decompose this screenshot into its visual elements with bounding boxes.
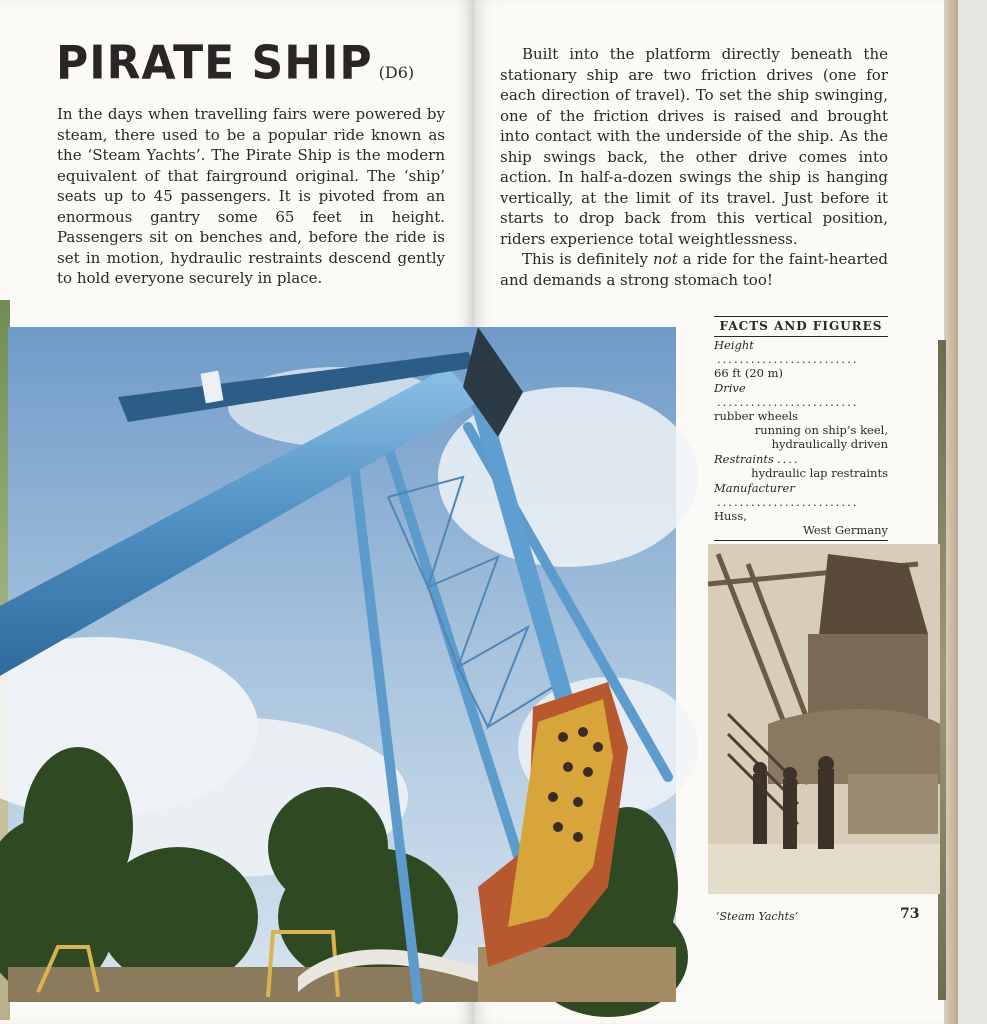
drive-paragraph: Built into the platform directly beneath the stationary ship are two friction drives (one for each direction of travel). To set the ship swinging, one of the friction drives is raised and brought into contact with the underside of the ship. As the ship swings back, the other drive comes into action. In half-a-dozen swings the ship is hanging vertically, at the limit of its travel. Just before it starts to drop back from this vertical position, riders experience total weightlessness. [500,45,888,248]
facts-rule [714,540,888,541]
fact-drive-detail: running on ship’s keel, hydraulically driven [754,423,888,451]
facts-title: FACTS AND FIGURES [714,316,888,337]
fact-height-value: 66 ft (20 m) [714,366,783,380]
warning-emphasis: not [653,250,678,268]
scan-margin [958,0,987,1024]
fact-manufacturer-country: West Germany [802,523,888,537]
fact-height-label: Height [714,338,754,352]
fact-height: Height ......................... 66 ft (20 m) [714,338,859,380]
facts-and-figures [714,316,888,541]
fact-manufacturer: Manufacturer ......................... Huss, West Germany [714,481,888,537]
fact-manufacturer-value: Huss, [714,509,747,523]
photo-caption: ‘Steam Yachts’ [716,910,799,923]
right-column-text [500,44,888,290]
fact-restraints-value: hydraulic lap restraints [751,466,888,480]
pirate-ship-illustration [8,327,676,1002]
warning-paragraph [500,249,888,290]
steam-yachts-photo [708,544,940,894]
fact-restraints-label: Restraints [714,452,774,466]
warning-text-start: This is definitely [522,250,653,268]
intro-paragraph: In the days when travelling fairs were powered by steam, there used to be a popular ride known as the ‘Steam Yachts’. The Pirate Ship is the modern equivalent of that fairground original. The ‘ship’ seats up to 45 passengers. It is pivoted from an enormous gantry some 65 feet in height. Passengers sit on benches and, before the ride is set in motion, hydraulic restraints descend gently to hold everyone securely in place. [57,105,445,287]
warning-text-end: a ride for the faint-hearted and demands a strong stomach too! [500,250,889,289]
fact-drive-label: Drive [714,381,746,395]
page-edge [944,0,958,1024]
page-title: PIRATE SHIP [56,36,373,91]
fact-restraints: Restraints .... hydraulic lap restraints [714,452,888,480]
pirate-ship-photo [8,327,676,1002]
fact-drive-value: rubber wheels [714,409,799,423]
page-number: 73 [900,906,920,922]
page-heading [56,36,415,91]
steam-yachts-illustration [708,544,940,894]
map-code: (D6) [378,63,415,82]
fact-drive: Drive ......................... rubber wheels running on ship’s keel, hydraulically driven [714,381,888,451]
fact-manufacturer-label: Manufacturer [714,481,795,495]
